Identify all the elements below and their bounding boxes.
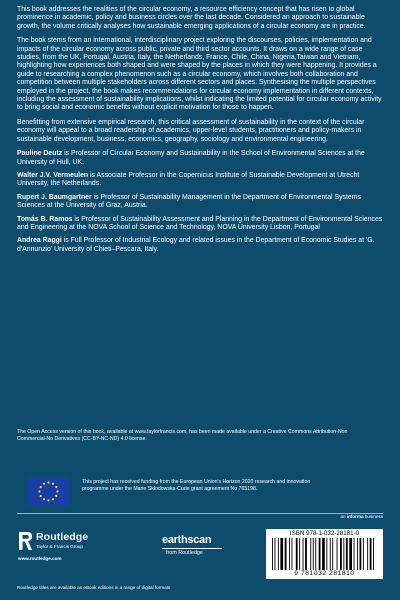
barcode-bar: [299, 538, 300, 570]
barcode-bar: [278, 538, 279, 570]
ebook-note: Routledge titles are available as eBook editions in a range of digital formats: [17, 585, 171, 590]
barcode-bar: [373, 538, 374, 570]
eu-stars: [28, 477, 69, 506]
barcode-bar: [319, 538, 321, 570]
barcode-icon: [272, 538, 377, 570]
routledge-url[interactable]: www.routledge.com: [18, 556, 62, 561]
author-bio-text: is Associate Professor in the Copernicus Institute of Sustainable Development at Utrecht University, the Netherlands.: [17, 171, 360, 188]
earthscan-wordmark: earthscan: [162, 534, 212, 546]
author-name: Pauline Deutz: [17, 150, 63, 158]
barcode-bar: [370, 538, 372, 570]
blurb-paragraph-3: Benefitting from extensive empirical research, this critical assessment of sustainability in the context of the circular economy will appeal to a broad readership of academics, upper-level students, practitioners and policy-makers in sustainable development, business, economics, geography, sociology and environmental engineering.: [17, 118, 365, 143]
barcode-bar: [280, 538, 283, 570]
eu-star: [43, 483, 45, 485]
barcode-bar: [349, 538, 352, 570]
author-name: Rupert J. Baumgartner: [17, 193, 92, 201]
routledge-name: Routledge: [36, 531, 89, 543]
earthscan-from: from Routledge: [166, 550, 203, 556]
barcode-bar: [332, 538, 333, 570]
author-bio-text: is Professor of Sustainability Management in the Department of Environmental Systems Sciences at the University of Graz, Austria.: [17, 193, 361, 210]
barcode-bar: [367, 538, 368, 570]
divider: [17, 513, 383, 514]
author-bio: [17, 237, 385, 254]
barcode-bar: [326, 538, 327, 570]
eu-star: [52, 483, 54, 485]
isbn-digits: 9 781032 281810: [294, 570, 355, 577]
barcode-bar: [330, 538, 331, 570]
blurb-paragraph-1: This book addresses the realities of the circular economy, a resource efficiency concept that has risen to global prominence in academic, policy and business circles over the last decade. Considered an approach to sustainable growth, the volume critically analyses how sustainable emerging applications of a circular economy are in practice.: [17, 6, 366, 30]
barcode-bar: [354, 538, 355, 570]
open-access-notice: The Open Access version of this book, available at www.taylorfrancis.com, has been made available under a Creative Commons Attribution-Non Commercial-No Derivatives (CC-BY-NC-ND) 4.0 license.: [17, 429, 348, 442]
eu-star: [47, 499, 49, 501]
blurb: [17, 6, 385, 259]
isbn-label: ISBN 978-1-032-28181-0: [289, 530, 360, 537]
barcode-bar: [340, 538, 342, 570]
author-bio-text: is Professor of Circular Economy and Sustainability in the School of Environmental Sciences at the University of Hull, UK.: [17, 150, 365, 166]
informa-tagline: [340, 514, 383, 519]
author-bio-text: is Full Professor of Industrial Ecology and related issues in the Department of Economic Studies at 'G. d'Annunzio' University of Chieti–Pescara, Italy.: [17, 237, 375, 253]
informa-suffix: business: [364, 514, 383, 519]
author-bio-text: is Professor of Sustainability Assessment and Planning in the Department of Environmental Sciences and Engineering at the NOVA School of Science and Technology, NOVA University Lisbon, Portugal: [17, 215, 383, 231]
barcode-bar: [363, 538, 364, 570]
author-name: Tomás B. Ramos: [17, 215, 73, 223]
author-bio: [17, 150, 385, 167]
barcode-bar: [315, 538, 316, 570]
barcode-bar: [296, 538, 298, 570]
barcode-bar: [292, 538, 293, 570]
informa-name: informa: [346, 514, 364, 519]
barcode-bar: [337, 538, 338, 570]
barcode-bar: [305, 538, 307, 570]
barcode-bar: [275, 538, 276, 570]
barcode-bar: [322, 538, 325, 570]
eu-star: [56, 490, 58, 492]
barcode-bar: [310, 538, 311, 570]
author-name: Andrea Raggi: [17, 237, 62, 245]
barcode-bar: [289, 538, 290, 570]
funding-notice: This project has received funding from the European Union's Horizon 2020 research and innovation programme under the Marie Skłodowska-Curie grant agreement No 765198.: [82, 479, 311, 492]
earthscan-logo: [162, 534, 222, 558]
barcode-box: [266, 529, 383, 579]
eu-star: [38, 490, 40, 492]
barcode-bar: [285, 538, 287, 570]
barcode-bar: [343, 538, 344, 570]
author-bio: [17, 216, 385, 233]
eu-star: [47, 481, 49, 483]
barcode-bar: [303, 538, 304, 570]
eu-flag-icon: [28, 477, 69, 506]
barcode-bar: [313, 538, 314, 570]
routledge-logo: [17, 530, 127, 562]
barcode-bar: [346, 538, 348, 570]
routledge-subtitle: Taylor & Francis Group: [36, 544, 83, 549]
barcode-bar: [357, 538, 358, 570]
eu-star: [52, 498, 54, 500]
barcode-bar: [272, 538, 273, 570]
routledge-logo-icon: [17, 530, 33, 552]
eu-star: [55, 486, 57, 488]
informa-prefix: an: [340, 514, 346, 519]
eu-star: [40, 486, 42, 488]
author-bio: [17, 172, 385, 189]
eu-star: [40, 495, 42, 497]
blurb-paragraph-2: The book stems from an international, interdisciplinary project exploring the discourses, policies, implementation and impacts of the circular economy across public, private and third sector accounts. It draws on a wide range of case studies, from the UK, Portugal, Austria, Italy, the Netherlands, France, Chile, China, Nigeria,Taiwan and Vietnam, highlighting how experiences both shaped and were shaped by the places in which they were happening. It provides a guide to researching a complex phenomenon such as a circular economy, which involves both collaboration and competition between multiple stakeholders across different sectors and places. Synthesising the multiple perspectives employed in the project, the book makes recommendations for circular economy implementation in different contexts, including the assessment of sustainability implications, whilst indicating the limited potential for circular economy activity to bring social and economic benefits without explicit motivation for those to happen.: [17, 37, 382, 112]
eu-star: [43, 498, 45, 500]
author-name: Walter J.V. Vermeulen: [17, 171, 89, 179]
barcode-bar: [360, 538, 362, 570]
earthscan-bar: [162, 548, 222, 549]
author-bio: [17, 194, 385, 211]
eu-star: [55, 495, 57, 497]
